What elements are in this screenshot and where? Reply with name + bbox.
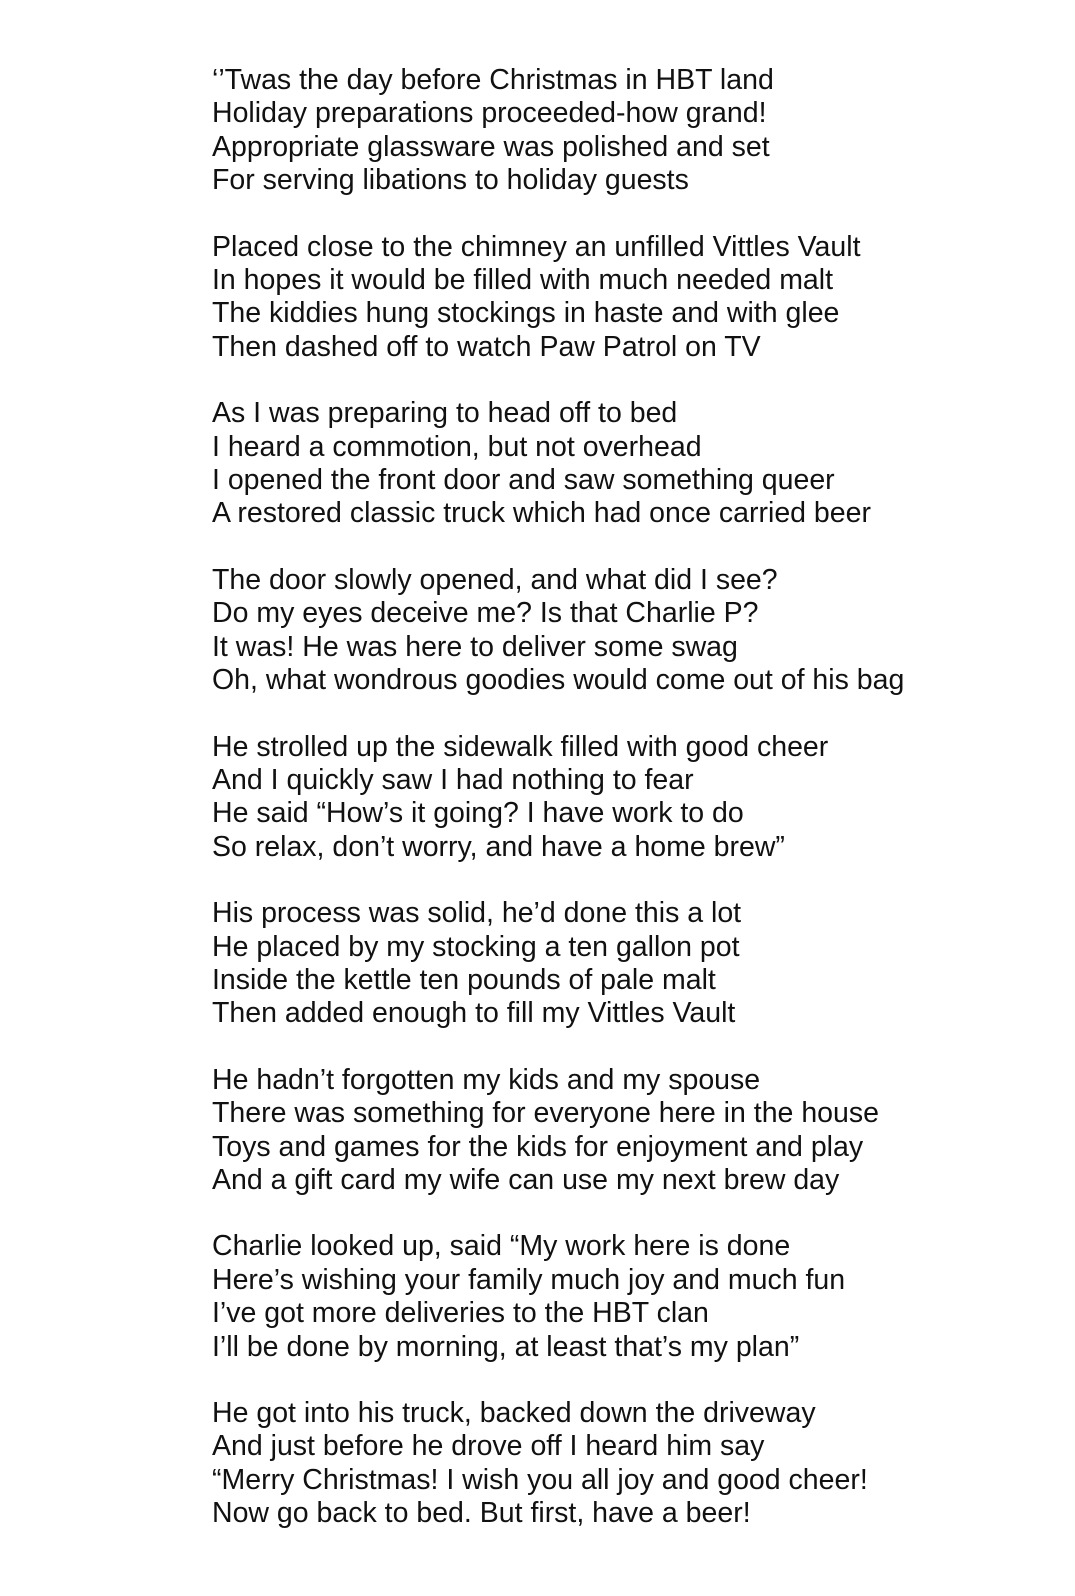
poem-line: And I quickly saw I had nothing to fear: [212, 763, 694, 796]
poem-line: And a gift card my wife can use my next brew day: [212, 1163, 840, 1196]
poem-line: His process was solid, he’d done this a lot: [212, 897, 742, 930]
poem-line: I opened the front door and saw something queer: [212, 464, 835, 497]
poem-line: It was! He was here to deliver some swag: [212, 630, 738, 663]
stanza-2: [212, 231, 1052, 365]
poem-line: Then added enough to fill my Vittles Vault: [212, 997, 736, 1030]
poem: [212, 64, 1052, 1564]
poem-line: He placed by my stocking a ten gallon pot: [212, 930, 740, 963]
poem-line: There was something for everyone here in the house: [212, 1097, 879, 1130]
poem-line: In hopes it would be filled with much needed malt: [212, 264, 834, 297]
stanza-7: [212, 1064, 1052, 1198]
poem-line: He got into his truck, backed down the driveway: [212, 1397, 816, 1429]
poem-line: For serving libations to holiday guests: [212, 164, 689, 197]
poem-line: He hadn’t forgotten my kids and my spouse: [212, 1063, 761, 1096]
poem-line: “Merry Christmas! I wish you all joy and good cheer!: [212, 1463, 868, 1496]
poem-line: Charlie looked up, said “My work here is done: [212, 1230, 791, 1263]
poem-line: Here’s wishing your family much joy and much fun: [212, 1263, 846, 1296]
stanza-1: [212, 64, 1052, 198]
poem-line: He strolled up the sidewalk filled with good cheer: [212, 730, 829, 763]
poem-line: I’ve got more deliveries to the HBT clan: [212, 1297, 709, 1330]
poem-line: He said “How’s it going? I have work to do: [212, 797, 744, 830]
poem-line: As I was preparing to head off to bed: [212, 397, 678, 430]
stanza-6: [212, 897, 1052, 1031]
poem-line: Appropriate glassware was polished and set: [212, 130, 770, 163]
stanza-4: [212, 564, 1052, 698]
poem-line: Do my eyes deceive me? Is that Charlie P?: [212, 597, 759, 630]
poem-line: The door slowly opened, and what did I see?: [212, 563, 778, 596]
stanza-9: [212, 1397, 1052, 1531]
poem-line: Oh, what wondrous goodies would come out of his bag: [212, 664, 905, 697]
stanza-5: [212, 731, 1052, 865]
poem-line: ‘’Twas the day before Christmas in HBT land: [212, 64, 774, 96]
poem-line: Inside the kettle ten pounds of pale malt: [212, 963, 716, 996]
poem-line: Then dashed off to watch Paw Patrol on TV: [212, 330, 761, 363]
stanza-8: [212, 1230, 1052, 1364]
poem-line: So relax, don’t worry, and have a home brew”: [212, 830, 785, 863]
poem-line: Toys and games for the kids for enjoyment and play: [212, 1130, 864, 1163]
poem-line: A restored classic truck which had once carried beer: [212, 497, 871, 530]
poem-line: The kiddies hung stockings in haste and with glee: [212, 297, 840, 330]
poem-line: Placed close to the chimney an unfilled Vittles Vault: [212, 230, 861, 263]
poem-line: Holiday preparations proceeded-how grand!: [212, 97, 767, 130]
poem-line: Now go back to bed. But first, have a beer!: [212, 1497, 751, 1530]
poem-line: I’ll be done by morning, at least that’s my plan”: [212, 1330, 800, 1363]
poem-line: I heard a commotion, but not overhead: [212, 430, 702, 463]
poem-line: And just before he drove off I heard him say: [212, 1430, 765, 1463]
stanza-3: [212, 397, 1052, 531]
